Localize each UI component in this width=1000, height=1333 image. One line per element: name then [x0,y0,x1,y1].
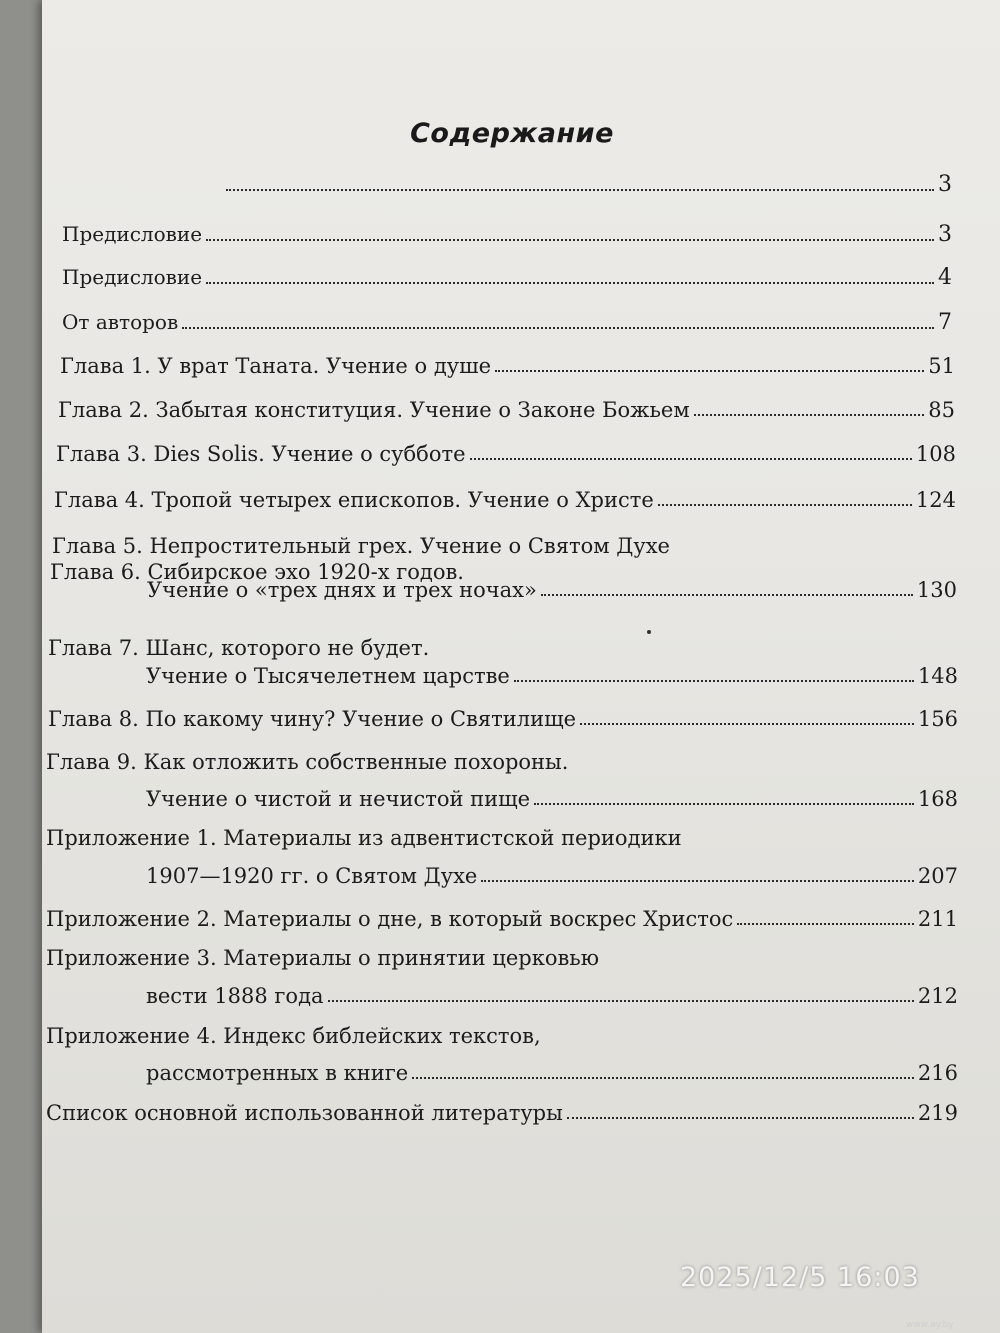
toc-entry [62,265,952,290]
toc-entry [146,664,958,688]
leader-dots [737,923,914,925]
toc-entry-label: Глава 1. У врат Таната. Учение о душе [60,354,492,378]
toc-entry [146,984,958,1008]
toc-entry [62,310,952,335]
leader-dots [481,880,914,882]
toc-entry [58,398,955,422]
toc-entry-label-continued: Учение о чистой и нечистой пище [146,787,531,811]
leader-dots [567,1117,914,1119]
photo-timestamp: 2025/12/5 16:03 [680,1262,920,1293]
toc-entry-page: 124 [915,488,956,512]
toc-entry-page: 207 [917,864,958,888]
toc-entry-label: От авторов [62,310,179,334]
toc-entry [147,578,957,602]
toc-entry [46,907,958,931]
toc-entry-label: Глава 5. Непростительный грех. Учение о Святом Духе [52,534,670,558]
toc-entry-label: Глава 2. Забытая конституция. Учение о Законе Божьем [58,398,690,422]
toc-entry-page: 4 [938,265,952,290]
toc-entry [56,442,956,466]
table-of-contents [42,0,1000,1333]
ink-spot [647,630,651,634]
leader-dots [495,370,924,372]
toc-entry-page: 108 [915,442,956,466]
leader-dots [328,1000,914,1002]
toc-entry-page: 212 [917,984,958,1008]
toc-entry-page: 51 [928,354,955,378]
toc-entry-label: Глава 8. По какому чину? Учение о Святилище [48,707,577,731]
toc-entry-label: Приложение 3. Материалы о принятии церковью [46,946,600,970]
leader-dots [412,1077,914,1079]
toc-entry-page: 7 [938,310,952,335]
toc-entry-label-continued: рассмотренных в книге [146,1061,409,1085]
toc-entry-label: Глава 7. Шанс, которого не будет. [48,636,430,660]
watermark: www.ay.by [906,1320,954,1330]
toc-entry-page: 130 [916,578,957,602]
toc-entry-page: 216 [917,1061,958,1085]
toc-entry [52,534,812,558]
toc-entry [48,707,958,731]
toc-entry [146,787,958,811]
leader-dots [182,327,934,329]
toc-entry-label: Глава 3. Dies Solis. Учение о субботе [56,442,466,466]
leader-dots [534,803,914,805]
leader-dots [658,504,912,506]
leader-dots [541,594,913,596]
toc-entry [146,1061,958,1085]
toc-entry-page: 3 [938,172,952,197]
leader-dots [206,239,934,241]
toc-entry-page: 156 [917,707,958,731]
toc-entry-label-continued: вести 1888 года [146,984,324,1008]
toc-entry-label: Глава 6. Сибирское эхо 1920-х годов. [50,560,464,584]
toc-entry-label: Приложение 1. Материалы из адвентистской периодики [46,826,682,850]
leader-dots [694,414,925,416]
toc-entry-label-continued: Учение о Тысячелетнем царстве [146,664,510,688]
leader-dots [514,680,914,682]
toc-entry [60,354,955,378]
toc-entry-page: 85 [928,398,955,422]
toc-entry-page: 148 [917,664,958,688]
leader-dots [226,189,934,191]
toc-entry-label-continued: 1907—1920 гг. о Святом Духе [146,864,478,888]
toc-entry [46,1101,958,1125]
leader-dots [580,723,914,725]
toc-entry-label: Приложение 2. Материалы о дне, в который воскрес Христос [46,907,734,931]
toc-entry-label: Список основной использованной литературы [46,1101,563,1125]
toc-entry-page: 219 [917,1101,958,1125]
toc-entry-label: Глава 9. Как отложить собственные похороны. [46,750,569,774]
toc-entry-label-continued: Учение о «трех днях и трех ночах» [147,578,537,602]
leader-dots [470,458,912,460]
toc-entry-page: 211 [917,907,958,931]
page-title: Содержание [410,118,614,149]
toc-entry-label: Предисловие [62,265,203,289]
toc-entry [222,172,952,197]
toc-entry-label: Предисловие [62,222,203,246]
toc-entry-label: Глава 4. Тропой четырех епископов. Учение о Христе [54,488,654,512]
toc-entry [62,222,952,247]
toc-entry-page: 168 [917,787,958,811]
toc-entry-page: 3 [938,222,952,247]
leader-dots [206,282,934,284]
toc-entry-label: Приложение 4. Индекс библейских текстов, [46,1024,541,1048]
toc-entry [54,488,956,512]
toc-entry [146,864,958,888]
book-page [42,0,1000,1333]
